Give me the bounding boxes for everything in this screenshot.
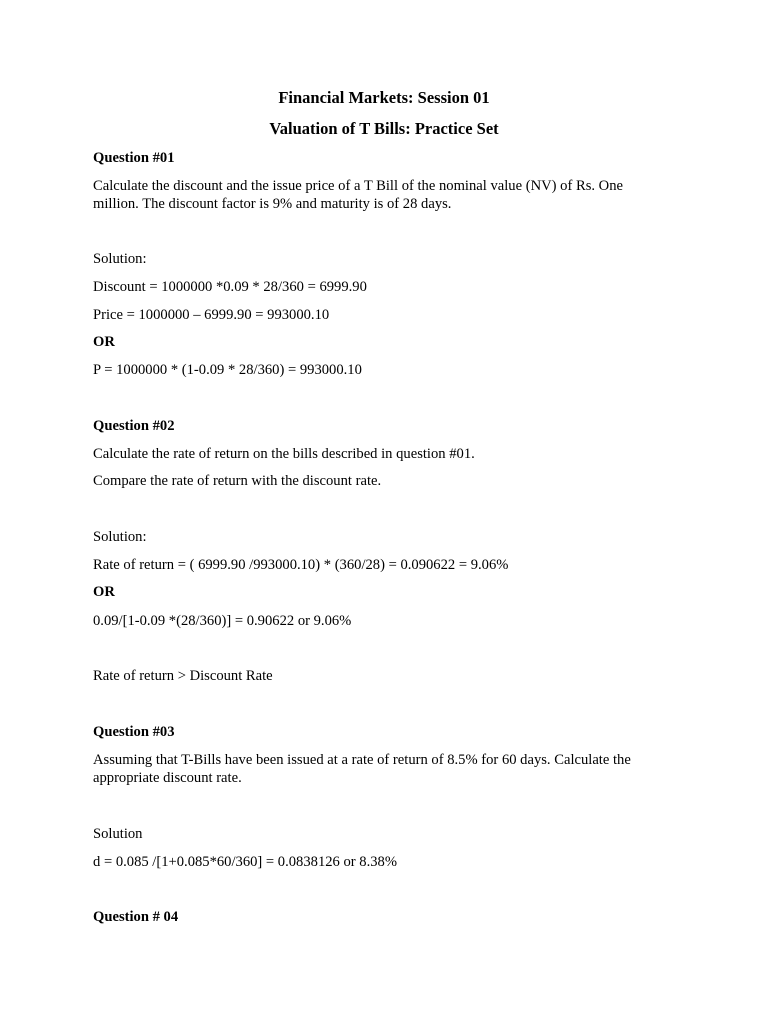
question-01-discount-formula: Discount = 1000000 *0.09 * 28/360 = 6999.90 — [93, 279, 367, 295]
question-03-text-line-2: appropriate discount rate. — [93, 770, 242, 786]
question-02-text-line-1: Calculate the rate of return on the bills described in question #01. — [93, 446, 475, 462]
question-01-solution-label: Solution: — [93, 251, 147, 267]
question-03-solution-label: Solution — [93, 826, 143, 842]
question-03-heading: Question #03 — [93, 724, 175, 740]
question-02-alt-formula: 0.09/[1-0.09 *(28/360)] = 0.90622 or 9.06% — [93, 613, 352, 629]
question-03-formula: d = 0.085 /[1+0.085*60/360] = 0.0838126 or 8.38% — [93, 854, 397, 870]
question-02-or: OR — [93, 584, 115, 600]
document-title: Financial Markets: Session 01 — [278, 88, 490, 107]
question-02-rate-of-return-formula: Rate of return = ( 6999.90 /993000.10) * (360/28) = 0.090622 = 9.06% — [93, 557, 509, 573]
question-01-heading: Question #01 — [93, 150, 175, 166]
question-01-or: OR — [93, 334, 115, 350]
question-01-text-line-2: million. The discount factor is 9% and maturity is of 28 days. — [93, 196, 452, 212]
question-03-text-line-1: Assuming that T-Bills have been issued at a rate of return of 8.5% for 60 days. Calculate the — [93, 752, 631, 768]
question-02-conclusion: Rate of return > Discount Rate — [93, 668, 273, 684]
question-02-text-line-2: Compare the rate of return with the discount rate. — [93, 473, 382, 489]
question-04-heading: Question # 04 — [93, 909, 179, 925]
question-01-price-formula: Price = 1000000 – 6999.90 = 993000.10 — [93, 307, 330, 323]
question-01-alt-formula: P = 1000000 * (1-0.09 * 28/360) = 993000.10 — [93, 362, 362, 378]
document-subtitle: Valuation of T Bills: Practice Set — [269, 119, 499, 138]
question-02-heading: Question #02 — [93, 418, 175, 434]
question-02-solution-label: Solution: — [93, 529, 147, 545]
question-01-text-line-1: Calculate the discount and the issue price of a T Bill of the nominal value (NV) of Rs. One — [93, 178, 623, 194]
